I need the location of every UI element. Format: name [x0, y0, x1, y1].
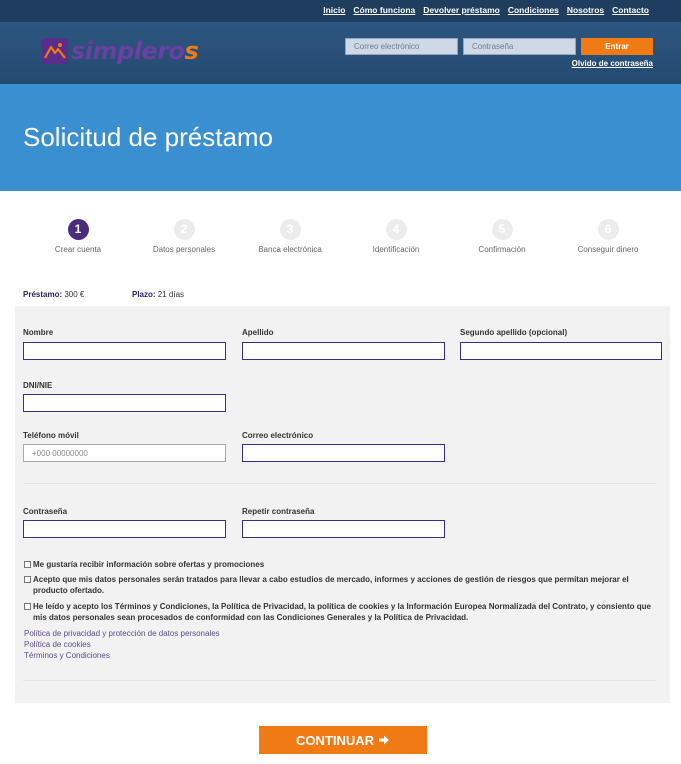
- segundo-apellido-input[interactable]: [460, 342, 662, 360]
- step-label: Crear cuenta: [54, 245, 102, 254]
- logo-mountain-icon: [42, 38, 68, 64]
- contrasena-label: Contraseña: [23, 507, 68, 516]
- step-crear-cuenta: [25, 219, 131, 254]
- login-button[interactable]: Entrar: [581, 38, 653, 55]
- login-form: [345, 38, 653, 55]
- legal-links: [24, 628, 220, 661]
- checkbox[interactable]: [24, 576, 31, 583]
- check-ofertas[interactable]: [24, 559, 664, 570]
- loan-term: Plazo: 21 días: [132, 290, 185, 299]
- apellido-input[interactable]: [242, 342, 445, 360]
- logo-text: simpleros: [71, 37, 199, 65]
- apellido-label: Apellido: [242, 328, 274, 337]
- nav-link-contacto[interactable]: Contacto: [612, 5, 649, 15]
- contrasena-input[interactable]: [23, 520, 226, 538]
- logo[interactable]: [42, 38, 198, 64]
- registration-form: [15, 306, 670, 703]
- top-bar: [0, 0, 681, 22]
- site-header: [0, 22, 681, 84]
- continue-label: CONTINUAR: [296, 732, 374, 748]
- step-datos-personales: [131, 219, 237, 254]
- step-number: 5: [492, 219, 513, 240]
- checkbox[interactable]: [24, 603, 31, 610]
- nav-link-nosotros[interactable]: Nosotros: [566, 5, 605, 15]
- step-label: Conseguir dinero: [577, 245, 639, 254]
- checkbox[interactable]: [24, 561, 31, 568]
- correo-input[interactable]: [242, 444, 445, 462]
- repetir-contrasena-label: Repetir contraseña: [242, 507, 315, 516]
- dni-label: DNI/NIE: [23, 381, 53, 390]
- loan-summary: [23, 290, 185, 299]
- nombre-label: Nombre: [23, 328, 54, 337]
- telefono-label: Teléfono móvil: [23, 431, 79, 440]
- link-politica-privacidad[interactable]: Política de privacidad y protección de datos personales: [24, 629, 220, 638]
- link-politica-cookies[interactable]: Política de cookies: [24, 640, 91, 649]
- step-identificacion: [343, 219, 449, 254]
- step-confirmacion: [449, 219, 555, 254]
- step-label: Datos personales: [152, 245, 216, 254]
- step-number: 1: [68, 219, 89, 240]
- step-number: 2: [174, 219, 195, 240]
- correo-label: Correo electrónico: [242, 431, 314, 440]
- login-password-input[interactable]: [463, 38, 576, 55]
- check-datos-personales[interactable]: [24, 574, 664, 596]
- progress-steps: [25, 219, 662, 259]
- repetir-contrasena-input[interactable]: [242, 520, 445, 538]
- continue-button[interactable]: [259, 726, 427, 754]
- nav-link-inicio[interactable]: Inicio: [323, 5, 346, 15]
- step-number: 3: [280, 219, 301, 240]
- top-navigation: [323, 5, 649, 15]
- telefono-input[interactable]: [23, 444, 226, 462]
- section-divider: [23, 680, 656, 681]
- nav-link-condiciones[interactable]: Condiciones: [507, 5, 559, 15]
- hero-banner: [0, 84, 681, 191]
- arrow-right-icon: [378, 734, 390, 746]
- step-conseguir-dinero: [555, 219, 661, 254]
- step-label: Identificación: [372, 245, 420, 254]
- loan-amount: Préstamo: 300 €: [23, 290, 85, 299]
- nav-link-devolver-prestamo[interactable]: Devolver préstamo: [423, 5, 500, 15]
- section-divider: [23, 483, 656, 484]
- forgot-password-link[interactable]: Olvido de contraseña: [571, 59, 653, 68]
- step-label: Banca electrónica: [258, 245, 322, 254]
- check-datos-personales-label: Acepto que mis datos personales serán tratados para llevar a cabo estudios de mercado, informes y acciones de gestión de riesgos que permitan mejorar el producto ofertado.: [33, 575, 629, 595]
- step-banca-electronica: [237, 219, 343, 254]
- page-title: Solicitud de préstamo: [23, 122, 274, 152]
- step-number: 6: [598, 219, 619, 240]
- link-terminos-condiciones[interactable]: Términos y Condiciones: [24, 651, 110, 660]
- nombre-input[interactable]: [23, 342, 226, 360]
- nav-link-como-funciona[interactable]: Cómo funciona: [353, 5, 416, 15]
- step-number: 4: [386, 219, 407, 240]
- check-terminos[interactable]: [24, 601, 664, 623]
- step-label: Confirmación: [478, 245, 526, 254]
- segundo-apellido-label: Segundo apellido (opcional): [460, 328, 568, 337]
- check-terminos-label: He leído y acepto los Términos y Condiciones, la Política de Privacidad, la política de cookies y la Información Europea Normalizada del Contrato, y consiento que mis datos personales sean procesados de conformidad con las Condiciones Generales y la Política de Privacidad.: [33, 602, 651, 622]
- dni-input[interactable]: [23, 394, 226, 412]
- check-ofertas-label: Me gustaría recibir información sobre ofertas y promociones: [33, 560, 265, 569]
- login-email-input[interactable]: [345, 38, 458, 55]
